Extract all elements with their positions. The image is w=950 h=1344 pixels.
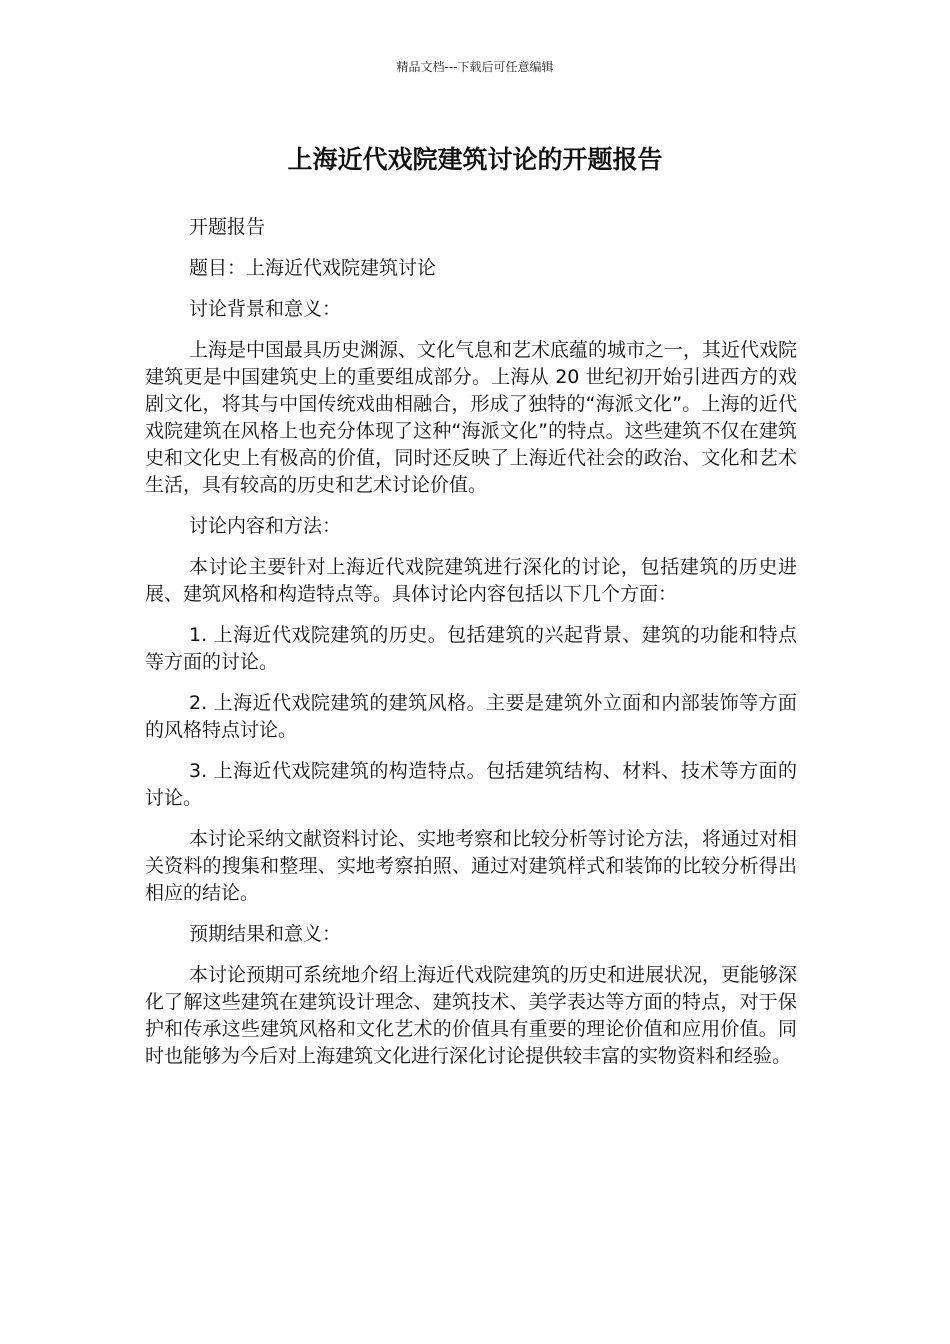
section-heading-expected-results: 预期结果和意义： xyxy=(189,923,342,945)
document-title: 上海近代戏院建筑讨论的开题报告 xyxy=(287,145,663,174)
method-paragraph: 本讨论采纳文献资料讨论、实地考察和比较分析等讨论方法，将通过对相关资料的搜集和整理、实地考察拍照、通过对建筑样式和装饰的比较分析得出相应的结论。 xyxy=(145,828,798,904)
content-item-2: 2. 上海近代戏院建筑的建筑风格。主要是建筑外立面和内部装饰等方面的风格特点讨论。 xyxy=(145,692,797,741)
section-heading-report: 开题报告 xyxy=(189,216,266,238)
expected-results-paragraph: 本讨论预期可系统地介绍上海近代戏院建筑的历史和进展状况，更能够深化了解这些建筑在建筑设计理念、建筑技术、美学表达等方面的特点，对于保护和传承这些建筑风格和文化艺术的价值具有重要的理论价值和应用价值。同时也能够为今后对上海建筑文化进行深化讨论提供较丰富的实物资料和经验。 xyxy=(145,964,798,1067)
content-intro-paragraph: 本讨论主要针对上海近代戏院建筑进行深化的讨论，包括建筑的历史进展、建筑风格和构造特点等。具体讨论内容包括以下几个方面： xyxy=(145,556,797,605)
topic-line: 题目：上海近代戏院建筑讨论 xyxy=(189,257,437,279)
background-paragraph: 上海是中国最具历史渊源、文化气息和艺术底蕴的城市之一，其近代戏院建筑更是中国建筑史上的重要组成部分。上海从 20 世纪初开始引进西方的戏剧文化，将其与中国传统戏曲相融合，形成了独特的“海派文化”。上海的近代戏院建筑在风格上也充分体现了这种“海派文化”的特点。这些建筑不仅在建筑史和文化史上有极高的价值，同时还反映了上海近代社会的政治、文化和艺术生活，具有较高的历史和艺术讨论价值。 xyxy=(145,339,798,496)
header-note: 精品文档---下载后可任意编辑 xyxy=(396,60,554,74)
content-item-1: 1. 上海近代戏院建筑的历史。包括建筑的兴起背景、建筑的功能和特点等方面的讨论。 xyxy=(145,624,797,673)
section-heading-content-method: 讨论内容和方法： xyxy=(189,515,342,537)
content-item-3: 3. 上海近代戏院建筑的构造特点。包括建筑结构、材料、技术等方面的讨论。 xyxy=(145,760,797,809)
document-body xyxy=(145,214,797,1084)
section-heading-background: 讨论背景和意义： xyxy=(189,298,342,320)
